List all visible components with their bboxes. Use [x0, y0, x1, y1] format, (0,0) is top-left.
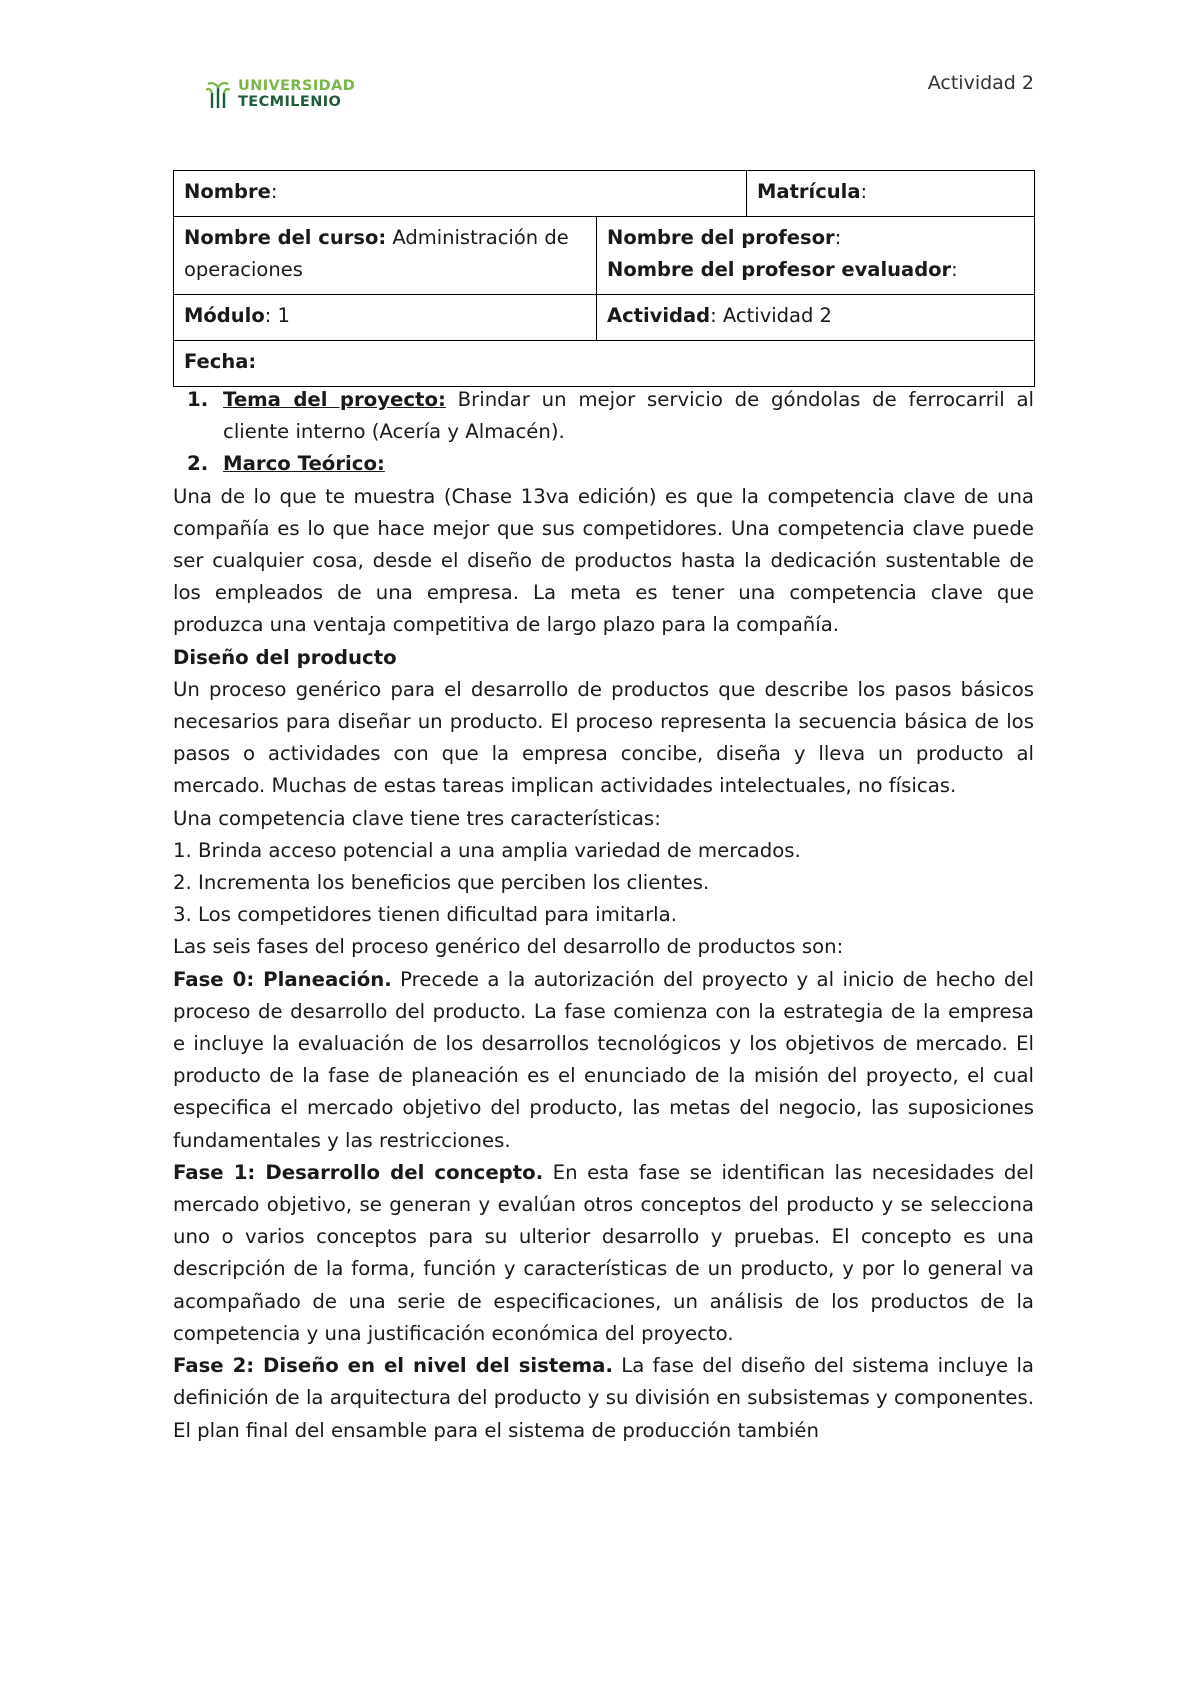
- tema-label: Tema del proyecto:: [223, 388, 446, 411]
- modulo-label: Módulo: [184, 304, 265, 327]
- fase-1-text: En esta fase se identifican las necesidades del mercado objetivo, se generan y evalúan otros conceptos del producto y se selecciona uno o varios conceptos para su ulterior desarrollo y pruebas. El concepto es una descripción de la forma, función y características de un producto, y por lo general va acompañado de una serie de especificaciones, un análisis de los productos de la competencia y una justificación económica del proyecto.: [173, 1160, 1034, 1345]
- profesor-cell: [597, 217, 1035, 295]
- university-logo: [206, 78, 355, 110]
- actividad-cell: [597, 295, 1035, 341]
- paragraph-fase-0: [173, 964, 1034, 1157]
- heading-diseno: Diseño del producto: [173, 645, 397, 669]
- paragraph-fase-2: [173, 1350, 1034, 1447]
- fase-2-label: Fase 2: Diseño en el nivel del sistema.: [173, 1354, 613, 1378]
- evaluador-sep: :: [951, 258, 958, 281]
- fase-2-text: La fase del diseño del sistema incluye la definición de la arquitectura del producto y su división en subsistemas y componentes. El plan final del ensamble para el sistema de producción también: [173, 1354, 1034, 1442]
- curso-label: Nombre del curso:: [184, 226, 387, 249]
- tema-text: Brindar un mejor servicio de góndolas de ferrocarril al cliente interno (Acería y Almacén).: [223, 388, 1034, 444]
- matricula-label: Matrícula: [757, 180, 861, 203]
- curso-cell: [174, 217, 597, 295]
- evaluador-label: Nombre del profesor evaluador: [607, 258, 952, 281]
- paragraph-fases: Las seis fases del proceso genérico del desarrollo de productos son:: [173, 935, 844, 959]
- nombre-sep: :: [270, 180, 278, 203]
- tecmilenio-leaf-icon: [206, 79, 230, 109]
- document-body: [173, 384, 1034, 1447]
- caracteristica-2: 2. Incrementa los beneficios que perciben los clientes.: [173, 871, 710, 895]
- paragraph-caracteristicas: Una competencia clave tiene tres características:: [173, 806, 661, 830]
- fase-0-label: Fase 0: Planeación.: [173, 967, 392, 991]
- actividad-label: Actividad: [607, 304, 711, 327]
- fase-0-text: Precede a la autorización del proyecto y al inicio de hecho del proceso de desarrollo del producto. La fase comienza con la estrategia de la empresa e incluye la evaluación de los desarrollos tecnológicos y los objetivos de mercado. El producto de la fase de planeación es el enunciado de la misión del proyecto, el cual especifica el mercado objetivo del producto, las metas del negocio, las suposiciones fundamentales y las restricciones.: [173, 967, 1034, 1152]
- paragraph-fase-1: [173, 1157, 1034, 1350]
- profesor-label: Nombre del profesor: [607, 226, 835, 249]
- list-number: 2.: [187, 452, 209, 476]
- list-item-marco: [173, 448, 1034, 480]
- fecha-cell: [174, 341, 1035, 387]
- caracteristica-1: 1. Brinda acceso potencial a una amplia variedad de mercados.: [173, 838, 801, 862]
- student-info-table: [173, 170, 1035, 387]
- matricula-cell: [747, 171, 1035, 217]
- modulo-cell: [174, 295, 597, 341]
- profesor-sep: :: [834, 226, 842, 249]
- list-item-tema: [173, 384, 1034, 448]
- paragraph-intro: Una de lo que te muestra (Chase 13va edición) es que la competencia clave de una compañía es lo que hace mejor que sus competidores. Una competencia clave puede ser cualquier cosa, desde el diseño de productos hasta la dedicación sustentable de los empleados de una empresa. La meta es tener una competencia clave que produzca una ventaja competitiva de largo plazo para la compañía.: [173, 484, 1034, 637]
- paragraph-diseno: Un proceso genérico para el desarrollo de productos que describe los pasos básicos necesarios para diseñar un producto. El proceso representa la secuencia básica de los pasos o actividades con que la empresa concibe, diseña y lleva un producto al mercado. Muchas de estas tareas implican actividades intelectuales, no físicas.: [173, 677, 1034, 798]
- curso-value: Administración de operaciones: [184, 226, 569, 281]
- nombre-cell: [174, 171, 747, 217]
- matricula-sep: :: [860, 180, 868, 203]
- fecha-label: Fecha:: [184, 350, 257, 373]
- modulo-value: : 1: [264, 304, 290, 327]
- actividad-value: : Actividad 2: [710, 304, 832, 327]
- marco-label: Marco Teórico:: [223, 452, 385, 476]
- caracteristica-3: 3. Los competidores tienen dificultad para imitarla.: [173, 903, 677, 927]
- header-activity-label: Actividad 2: [927, 72, 1034, 94]
- logo-line-1: UNIVERSIDAD: [238, 78, 356, 94]
- fase-1-label: Fase 1: Desarrollo del concepto.: [173, 1160, 544, 1184]
- list-number: 1.: [187, 388, 209, 411]
- logo-line-2: TECMILENIO: [238, 94, 342, 110]
- nombre-label: Nombre: [184, 180, 271, 203]
